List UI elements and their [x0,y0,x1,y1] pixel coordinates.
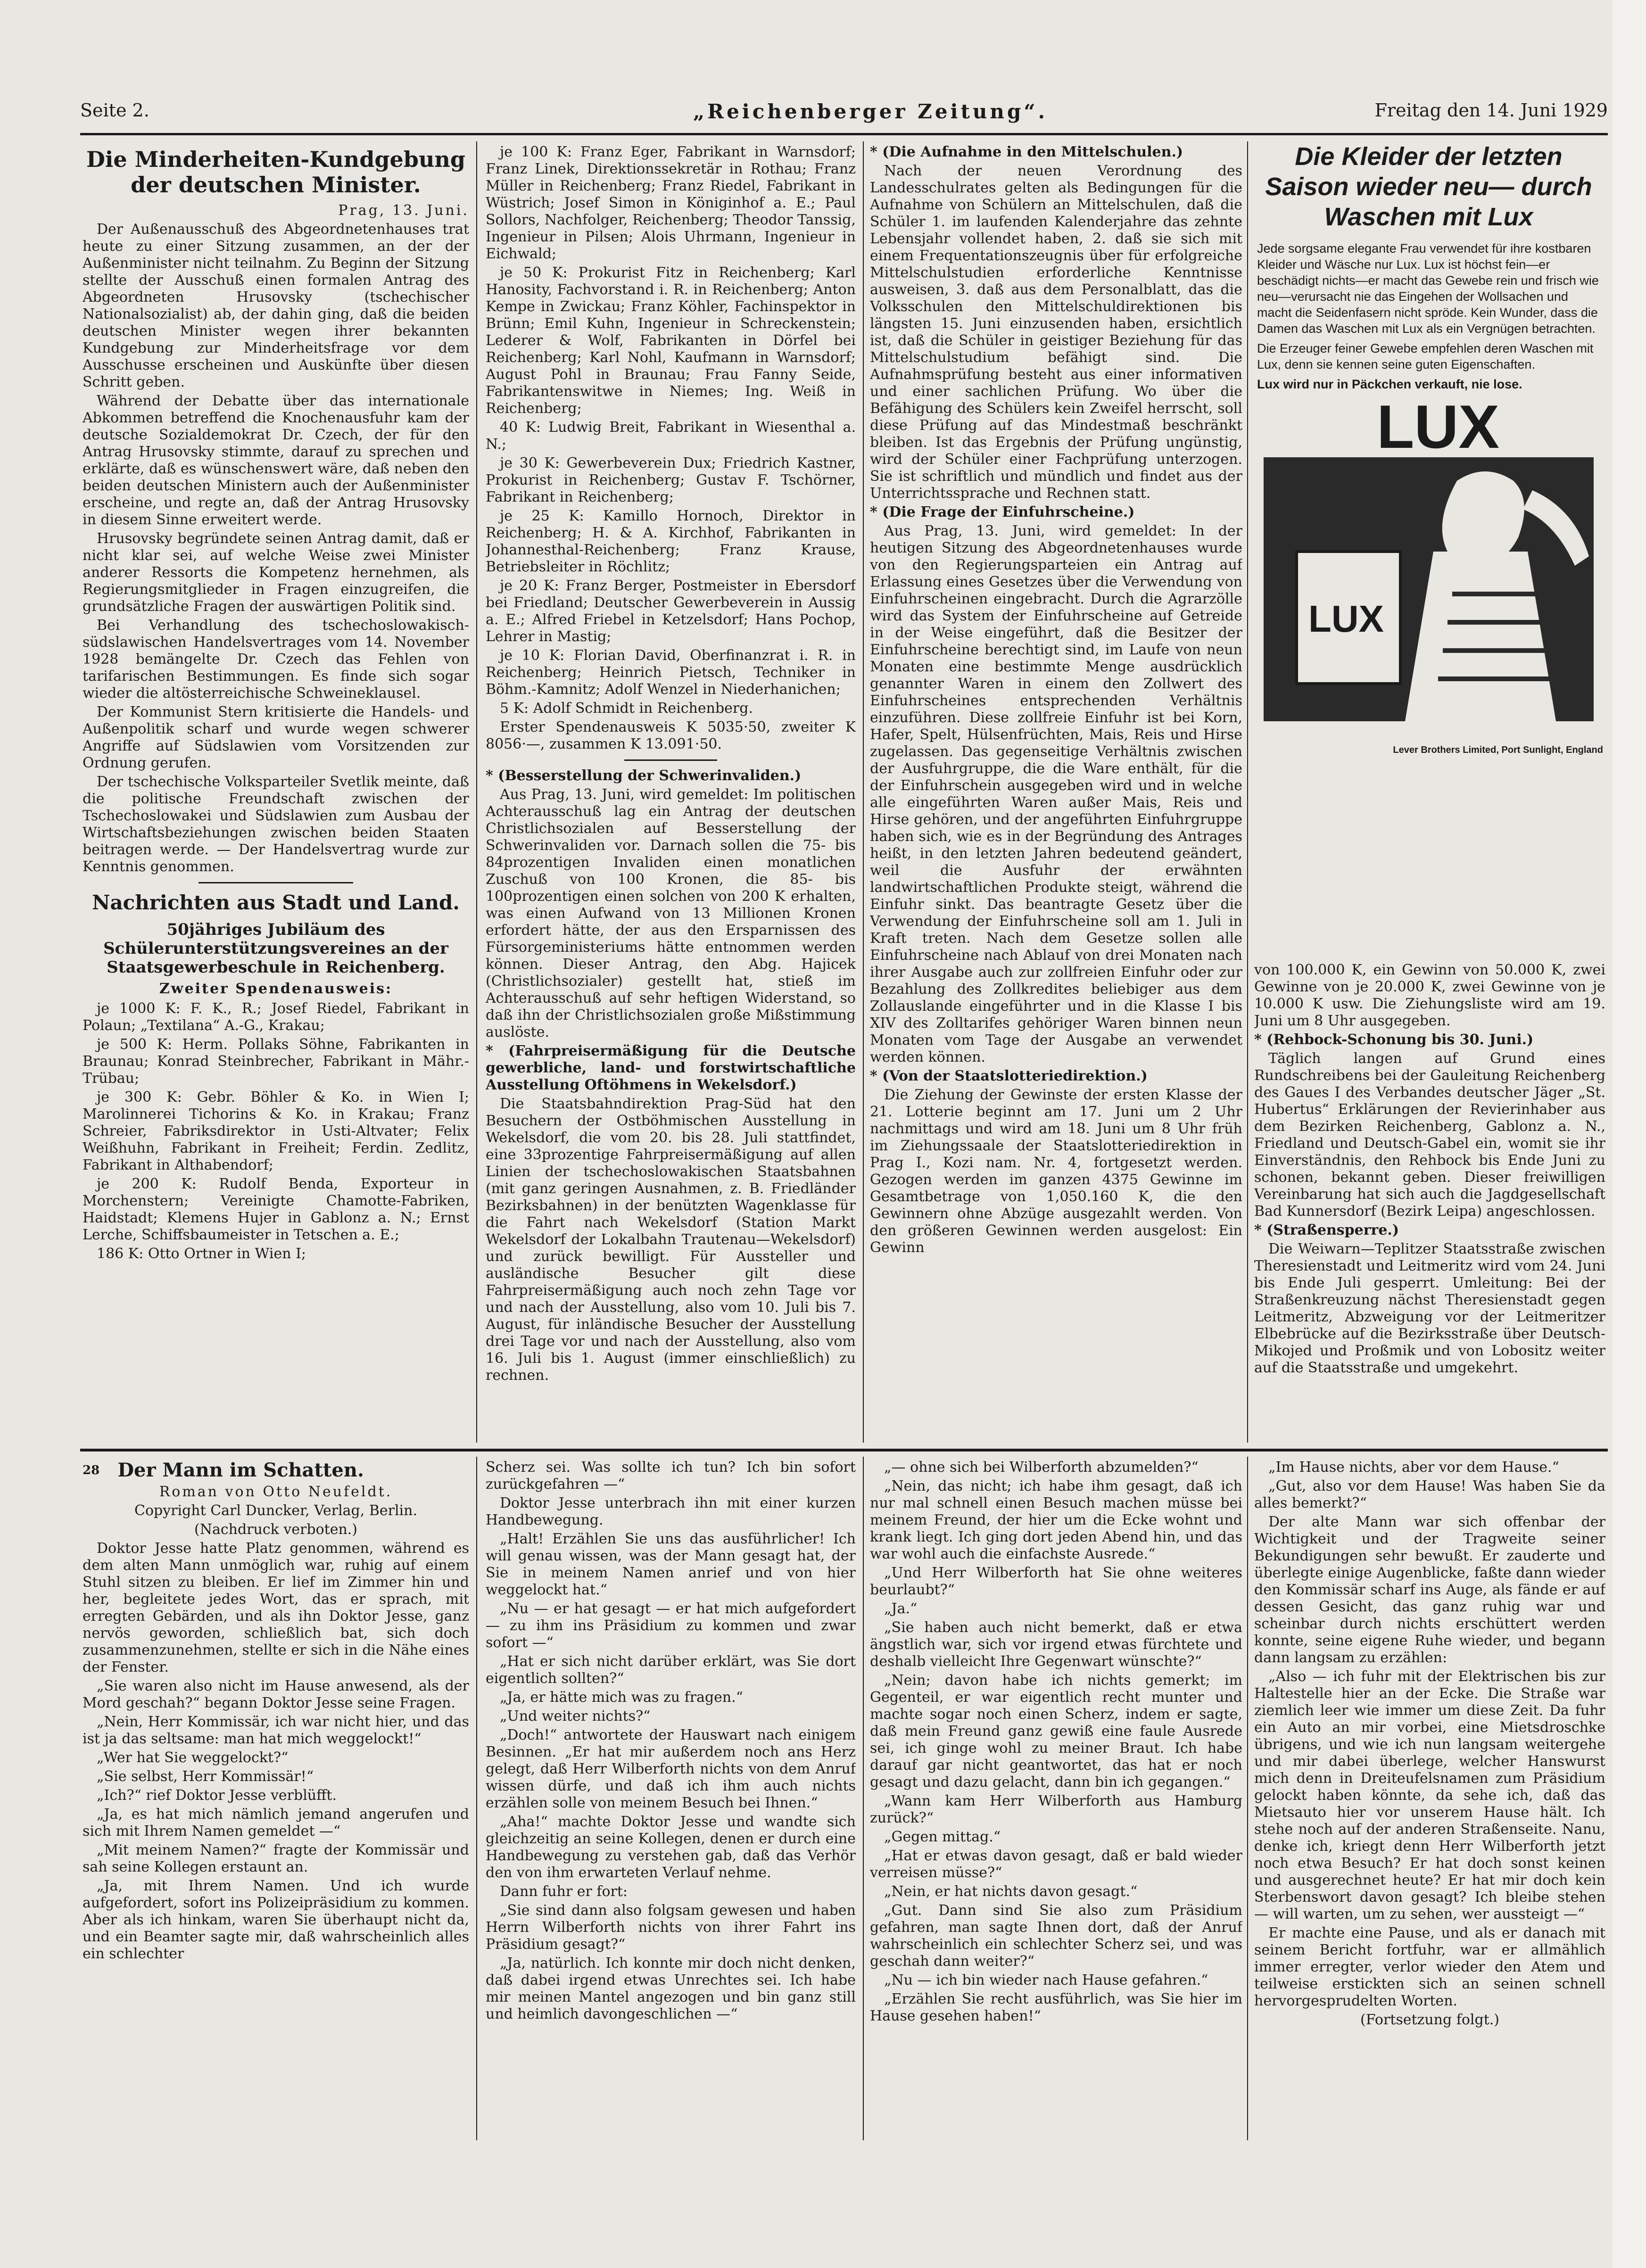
paragraph: „Gut, also vor dem Hause! Was haben Sie da alles bemerkt?“ [1254,1478,1605,1511]
novel-column-3 [870,1459,1242,2143]
donor-entry: je 500 K: Herm. Pollaks Söhne, Fabrikanten in Braunau; Konrad Steinbrecher, Fabrikant in Mähr.-Trübau; [83,1036,469,1087]
section-title: Nachrichten aus Stadt und Land. [92,891,460,914]
section-divider [199,882,353,883]
paragraph: „Nu — er hat gesagt — er hat mich aufgefordert — zu ihm ins Präsidium zu kommen und zwar sofort —“ [486,1600,856,1651]
paragraph: Scherz sei. Was sollte ich tun? Ich bin sofort zurückgefahren —“ [486,1459,856,1493]
paragraph: „Ja, es hat mich nämlich jemand angerufen und sich mit Ihrem Namen gemeldet —“ [83,1806,469,1839]
paragraph: „Hat er etwas davon gesagt, daß er bald wieder verreisen müsse?“ [870,1847,1242,1881]
column-2 [486,144,856,1445]
paragraph: Er machte eine Pause, und als er danach mit seinem Bericht fortfuhr, war er allmählich immer erregter, verlor wieder den Atem und teilweise erstickten sich an seinen schnell hervorgesprudelten Worten. [1254,1925,1605,2009]
article-heading: * (Von der Staatslotteriedirektion.) [870,1068,1148,1084]
paragraph: Der Kommunist Stern kritisierte die Handels- und Außenpolitik scharf und wurde wegen schwerer Angriffe auf Südslawien vom Vorsitzenden zur Ordnung gerufen. [83,704,469,771]
paragraph: „Ja, mit Ihrem Namen. Und ich wurde aufgefordert, sofort ins Polizeipräsidium zu kommen. Aber als ich hinkam, waren Sie überhaupt nicht da, und ein Beamter sagte mir, daß wahrscheinlich alles ein schlechter [83,1878,469,1962]
header-rule [80,133,1608,135]
article-heading: * (Straßensperre.) [1254,1222,1399,1238]
paragraph: Doktor Jesse unterbrach ihn mit einer kurzen Handbewegung. [486,1495,856,1528]
donor-entry: je 100 K: Franz Eger, Fabrikant in Warnsdorf; Franz Linek, Direktionssekretär in Rothau; Franz Müller in Reichenberg; Franz Riedel, Fabrikant in Wüstrich; Josef Simon in Königinhof a. E.; Paul Sollors, Nachfolger, Reichenberg; Theodor Tanssig, Ingenieur in Pilsen; Alois Uhrmann, Ingenieur in Eichwald; [486,144,856,262]
installment-number: 28 [83,1463,100,1477]
ad-paragraph: Jede sorgsame elegante Frau verwendet für ihre kostbaren Kleider und Wäsche nur Lux. Lux ist höchst fein—er beschädigt nichts—er macht das Gewebe rein und frisch wie neu—verursacht nie das Eingehen der Wollsachen und macht die Seidenfasern nicht spröde. Kein Wunder, dass die Damen das Waschen mit Lux als ein Vergnügen betrachten. [1257,241,1599,336]
paragraph: „Nein, das nicht; ich habe ihm gesagt, daß ich nur mal schnell einen Besuch machen müsse bei meinem Freund, der hier um die Ecke wohnt und krank liegt. Ich ging dort jeden Abend hin, und das war wohl auch die einfachste Ausrede.“ [870,1478,1242,1562]
donor-entry: je 50 K: Prokurist Fitz in Reichenberg; Karl Hanosity, Fachvorstand i. R. in Reichenberg; Anton Kempe in Zwickau; Franz Köhler, Fachinspektor in Brünn; Emil Kuhn, Ingenieur in Schreckenstein; Lederer & Wolf, Fabrikanten in Dörfel bei Reichenberg; Karl Nohl, Kaufmann in Warnsdorf; August Pohl in Braunau; Frau Fanny Seide, Fabrikantenswitwe in Niemes; Ing. Weiß in Reichenberg; [486,264,856,417]
subsection-title: 50jähriges Jubiläum des Schülerunterstützungsvereines an der Staatsgewerbeschule in Reichenberg. [103,920,448,977]
ad-headline: Die Kleider der letzten Saison wieder neu— durch Waschen mit Lux [1265,142,1592,231]
column-3 [870,144,1242,1445]
divider [624,759,717,761]
donor-entry: je 300 K: Gebr. Böhler & Ko. in Wien I; Marolinnerei Tichorins & Ko. in Krakau; Franz Schreier, Fabriksdirektor in Usti-Altvater; Felix Weißhuhn, Fabrikant in Freiheit; Ferdin. Zedlitz, Fabrikant in Althabendorf; [83,1089,469,1173]
novel-column-1 [83,1459,469,2143]
paragraph: „Hat er sich nicht darüber erklärt, was Sie dort eigentlich sollten?“ [486,1653,856,1687]
novel-title: Der Mann im Schatten. [117,1459,364,1481]
paragraph: Aus Prag, 13. Juni, wird gemeldet: In der heutigen Sitzung des Abgeordnetenhauses wurde von den Regierungsparteien ein Antrag auf Erlassung eines Gesetzes über die Verwendung von Einfuhrscheinen eingebracht. Durch die Agrarzölle wird das System der Einfuhrscheine auf Getreide in der Weise eingeführt, daß die Besitzer der Einfuhrscheine berechtigt sind, im Laufe von neun Monaten eine bestimmte Menge ausdrücklich genannter Waren in einem den Zollwert des Einfuhrscheines entsprechenden Verhältnis einzuführen. Diese zollfreie Einfuhr ist bei Korn, Hafer, Spelt, Hülsenfrüchten, Mais, Reis und Hirse zugelassen. Das gegenseitige Verhältnis zwischen der Ausfuhrgruppe, die die Ware enthält, für die der Einfuhrschein ausgegeben wird und in welche alle eingeführten Waren außer Mais, Reis und Hirse gehören, und der angeführten Einfuhrgruppe haben sich, wie es in der Begründung des Antrages heißt, in den letzten Jahren bedeutend geändert, weil die Ausfuhr der erwähnten landwirtschaftlichen Produkte steigt, während die Einfuhr sinkt. Das beantragte Gesetz über die Verwendung der Einfuhrscheine soll am 1. Juli in Kraft treten. Nach dem Gesetze sollen alle Einfuhrscheine nach Ablauf von drei Monaten nach ihrer Ausgabe auch zur zollfreien Einfuhr oder zur Bezahlung des Zollkredites beliebiger aus dem Zollauslande eingeführter und in die Klasse I bis XIV des Zolltarifes gehöriger Waren binnen neun Monaten vom Tage der Ausgabe an verwendet werden können. [870,523,1242,1065]
paragraph: „Und Herr Wilberforth hat Sie ohne weiteres beurlaubt?“ [870,1565,1242,1598]
paragraph: „Nein; davon habe ich nichts gemerkt; im Gegenteil, er war eigentlich recht munter und machte sogar noch einen Scherz, indem er sagte, daß mein Freund ganz gewiß eine faule Ausrede sei, ich ginge wohl zu meiner Braut. Ich habe darauf gar nicht geantwortet, das hat er noch gesagt und dazu gelacht, dann bin ich gegangen.“ [870,1672,1242,1790]
lux-box-label: LUX [1308,598,1384,640]
paragraph: Täglich langen auf Grund eines Rundschreibens bei der Gauleitung Reichenberg des Gaues I des Verbandes deutscher Jäger „St. Hubertus“ Erklärungen der Revierinhaber aus dem Bezirken Reichenberg, Gablonz a. N., Friedland und Deutsch-Gabel ein, womit sie ihr Einverständnis, den Rehbock bis Ende Juni zu schonen, bekannt geben. Dieser freiwilligen Vereinbarung hat sich auch die Jagdgesellschaft Bad Kunnersdorf (Bezirk Leipa) angeschlossen. [1254,1050,1605,1220]
article-heading: * (Fahrpreisermäßigung für die Deutsche gewerbliche, land- und forstwirtschaftliche Ausstellung Oftöhmens in Wekelsdorf.) [486,1043,856,1093]
reprint-notice: (Nachdruck verboten.) [194,1521,358,1538]
paragraph: von 100.000 K, ein Gewinn von 50.000 K, zwei Gewinne von je 20.000 K, zwei Gewinne von je 10.000 K usw. Die Ziehungsliste wird am 19. Juni um 8 Uhr ausgegeben. [1254,962,1605,1029]
paragraph: Hrusovsky begründete seinen Antrag damit, daß er nicht klar sei, auf welche Weise zwei Minister anderer Ressorts die Kompetenz hernehmen, als Regierungsmitglieder in Fragen einzugreifen, die grundsätzliche Fragen der auswärtigen Politik sind. [83,530,469,615]
paragraph: Die Weiwarn—Teplitzer Staatsstraße zwischen Theresienstadt und Leitmeritz wird vom 24. Juni bis Ende Juli gesperrt. Umleitung: Bei der Straßenkreuzung nächst Theresienstadt gegen Leitmeritz, Abzweigung vor der Leitmeritzer Elbebrücke auf die Bezirksstraße über Deutsch-Mikojed und Proßmik und von Lobositz weiter auf die Staatsstraße und umgekehrt. [1254,1241,1605,1376]
paragraph: Die Ziehung der Gewinste der ersten Klasse der 21. Lotterie beginnt am 17. Juni um 2 Uhr nachmittags und wird am 18. Juni um 8 Uhr früh im Ziehungssaale der Staatslotteriedirektion in Prag I., Kozi nam. Nr. 4, fortgesetzt werden. Gezogen werden im ganzen 4375 Gewinne im Gesamtbetrage von 1,050.160 K, die den Gewinnern ohne Abzüge ausgezahlt werden. Von den größeren Gewinnen werden ausgelost: Ein Gewinn [870,1087,1242,1256]
paragraph: Dann fuhr er fort: [500,1883,628,1900]
paragraph: „— ohne sich bei Wilberforth abzumelden?“ [884,1459,1199,1476]
article-title: Die Minderheiten-Kundgebung der deutschen Minister. [86,147,466,198]
paragraph: „Also — ich fuhr mit der Elektrischen bis zur Haltestelle hier an der Ecke. Die Straße war ziemlich leer wie immer um diese Zeit. Da fuhr ein Auto an mir vorbei, eine Mietsdroschke übrigens, und wie ich nun langsam weitergehe und mir dabei überlege, welcher Hanswurst mich denn in Dreiteufelsnamen zum Präsidium gelockt haben könnte, da sehe ich, daß das Mietsauto hier vor unserem Hause hält. Ich stehe noch auf der anderen Straßenseite. Nanu, denke ich, kriegt denn Herr Wilberforth jetzt noch etwa Besuch? Er hat doch sonst keinen und ausgerechnet heute? Er hat mir doch kein Sterbenswort davon gesagt? Ich bleibe stehen — will warten, um zu sehen, wer aussteigt —“ [1254,1668,1605,1922]
novel-column-2 [486,1459,856,2143]
donor-entry: je 1000 K: F. K., R.; Josef Riedel, Fabrikant in Polaun; „Textilana“ A.-G., Krakau; [83,1000,469,1034]
donor-total: Erster Spendenausweis K 5035·50, zweiter K 8056·—, zusammen K 13.091·50. [486,719,856,752]
paragraph: „Gut. Dann sind Sie also zum Präsidium gefahren, man sagte Ihnen dort, daß der Anruf wahrscheinlich ein schlechter Scherz sei, und was geschah dann weiter?“ [870,1902,1242,1970]
donor-entry: je 200 K: Rudolf Benda, Exporteur in Morchenstern; Vereinigte Chamotte-Fabriken, Haidstadt; Klemens Hujer in Gablonz a. N.; Ernst Lerche, Schiffsbaumeister in Tetschen a. E.; [83,1176,469,1243]
ad-paragraph: Die Erzeuger feiner Gewebe empfehlen deren Waschen mit Lux, denn sie kennen seine guten Eigenschaften. [1257,341,1594,371]
column-rule [863,141,864,1443]
donor-entry: je 10 K: Florian David, Oberfinanzrat i. R. in Reichenberg; Heinrich Pietsch, Techniker in Böhm.-Kamnitz; Adolf Wenzel in Niederhanichen; [486,647,856,698]
paragraph: „Wer hat Sie weggelockt?“ [97,1749,289,1766]
paragraph: „Sie waren also nicht im Hause anwesend, als der Mord geschah?“ begann Doktor Jesse seine Fragen. [83,1678,469,1711]
paragraph: „Nu — ich bin wieder nach Hause gefahren.“ [884,1972,1208,1988]
continuation-note: (Fortsetzung folgt.) [1360,2012,1499,2028]
paragraph: „Ja, er hätte mich was zu fragen.“ [500,1689,744,1706]
list-heading: Zweiter Spendenausweis: [159,981,393,997]
ad-body [1257,240,1600,392]
paragraph: „Nein, er hat nichts davon gesagt.“ [884,1883,1138,1900]
paragraph: „Ja.“ [884,1600,918,1617]
column-rule [863,1457,864,2140]
novel-author: Roman von Otto Neufeldt. [159,1484,393,1500]
ad-illustration [1254,396,1603,740]
column-rule [476,141,477,1443]
paper-name: „Reichenberger Zeitung“. [693,100,1048,123]
donor-entry: 5 K: Adolf Schmidt in Reichenberg. [500,700,753,717]
paragraph: „Aha!“ machte Doktor Jesse und wandte sich gleichzeitig an seine Kollegen, denen er durch eine Handbewegung zu verstehen gab, daß das Verhör den von ihm erwarteten Verlauf nehme. [486,1814,856,1881]
paragraph: Der Außenausschuß des Abgeordnetenhauses trat heute zu einer Sitzung zusammen, an der der Außenminister nicht teilnahm. Zu Beginn der Sitzung stellte der Ausschuß einen formalen Antrag des Abgeordneten Hrusovsky (tschechischer Nationalsozialist) ab, der dahin ging, daß die beiden deutschen Minister wegen ihrer bekannten Kundgebung zur Minderheitsfrage vor dem Ausschusse erscheinen und Auskünfte über diesen Schritt geben. [83,221,469,390]
page-edge [1613,0,1646,2268]
lux-logo: LUX [1377,396,1499,461]
donor-entry: 186 K: Otto Ortner in Wien I; [97,1245,306,1262]
paragraph: „Doch!“ antwortete der Hauswart nach einigem Besinnen. „Er hat mir außerdem noch ans Herz gelegt, daß Herr Wilberforth nichts von dem Anruf wissen dürfe, und daß ich ihm auch nichts erzählen solle von meinem Besuch bei Ihnen.“ [486,1727,856,1811]
novel-column-4 [1254,1459,1605,2143]
column-1 [83,144,469,1445]
paragraph: „Nein, Herr Kommissär, ich war nicht hier, und das ist ja das seltsame: man hat mich weggelockt!“ [83,1714,469,1747]
paragraph: Der alte Mann war sich offenbar der Wichtigkeit und der Tragweite seiner Bekundigungen sehr bewußt. Er zauderte und überlegte einige Augenblicke, faßte dann wieder den Kommissär scharf ins Auge, als fände er auf dessen Gesicht, das ganz ruhig war und scheinbar durch nichts erschüttert werden konnte, seine eigene Ruhe wieder, und begann dann langsam zu erzählen: [1254,1514,1605,1666]
ad-footer: Lever Brothers Limited, Port Sunlight, England [1393,745,1603,755]
issue-date: Freitag den 14. Juni 1929 [1374,100,1608,121]
feuilleton-rule [80,1449,1608,1452]
paragraph: „Und weiter nichts?“ [500,1708,651,1724]
ad-note: Lux wird nur in Päckchen verkauft, nie lose. [1257,377,1522,391]
page-header [80,100,1608,133]
paragraph: „Sie sind dann also folgsam gewesen und haben Herrn Wilberforth nichts von ihrer Fahrt ins Präsidium gesagt?“ [486,1902,856,1953]
paragraph: Die Staatsbahndirektion Prag-Süd hat den Besuchern der Ostböhmischen Ausstellung in Wekelsdorf, die vom 20. bis 28. Juli stattfindet, eine 33prozentige Fahrpreisermäßigung auf allen Linien der tschechoslowakischen Staatsbahnen (mit ganz geringen Ausnahmen, z. B. Friedländer Bezirksbahnen) in der benützten Wagenklasse für die Fahrt nach Wekelsdorf (Station Markt Wekelsdorf der Lokalbahn Trautenau—Wekelsdorf) und zurück bewilligt. Für Aussteller und ausländische Besucher gilt diese Fahrpreisermäßigung auch noch zehn Tage vor und nach der Ausstellung, also vom 10. Juli bis 7. August, für inländische Besucher der Ausstellung drei Tage vor und nach der Ausstellung, also vom 16. Juli bis 1. August (immer einschließlich) zu rechnen. [486,1096,856,1384]
page-number: Seite 2. [80,100,149,121]
paragraph: „Im Hause nichts, aber vor dem Hause.“ [1268,1459,1559,1476]
copyright-line: Copyright Carl Duncker, Verlag, Berlin. [134,1502,418,1519]
paragraph: „Wann kam Herr Wilberforth aus Hamburg zurück?“ [870,1793,1242,1826]
paragraph: Aus Prag, 13. Juni, wird gemeldet: Im politischen Achterausschuß lag ein Antrag der deutschen Christlichsozialen auf Besserstellung der Schwerinvaliden vor. Darnach sollen die 75- bis 84prozentigen Invaliden einen monatlichen Zuschuß von 100 Kronen, die 85- bis 100prozentigen einen solchen von 200 K erhalten, was einen Aufwand von 13 Millionen Kronen erfordert hätte, der aus den Ersparnissen des Fürsorgeministeriums hätte entnommen werden können. Dieser Antrag, den Abg. Hajicek (Christlichsozialer) gestellt hat, stieß im Achterausschuß auf sehr heftigen Widerstand, so daß ihn der Christlichsozialen große Mißstimmung auslöste. [486,786,856,1040]
article-heading: * (Die Frage der Einfuhrscheine.) [870,504,1135,520]
column-4 [1254,962,1605,1443]
article-heading: * (Besserstellung der Schwerinvaliden.) [486,767,802,784]
paragraph: Der tschechische Volksparteiler Svetlik meinte, daß die politische Freundschaft zwischen der Tschechoslowakei und Südslawien zum Ausbau der Wirtschaftsbeziehungen zwischen beiden Staaten beitragen werde. — Der Handelsvertrag wurde zur Kenntnis genommen. [83,774,469,875]
paragraph: Nach der neuen Verordnung des Landesschulrates gelten als Bedingungen für die Aufnahme von Schülern an Mittelschulen, daß die Schüler 1. im laufenden Kalenderjahre das zehnte Lebensjahr vollendet haben, 2. daß sie sich mit einem Frequentationszeugnis über für erfolgreiche Mittelschulstudien erforderliche Kenntnisse ausweisen, 3. daß aus dem Personalblatt, das die Volksschulen den Mittelschuldirektionen bis längsten 15. Juni einzusenden haben, ersichtlich ist, daß die Schüler in geistiger Beziehung für das Mittelschulstudium befähigt sind. Die Aufnahmsprüfung besteht aus einer informativen und einer sachlichen Prüfung. Wo über die Befähigung des Schülers kein Zweifel herrscht, soll diese Prüfung auf das Mindestmaß beschränkt bleiben. Ist das Ergebnis der Prüfung ungünstig, wird der Schüler einer Fachprüfung unterzogen. Sie ist schriftlich und mündlich und findet aus der Unterrichtssprache und Rechnen statt. [870,163,1242,502]
column-rule [1247,141,1248,1443]
paragraph: Doktor Jesse hatte Platz genommen, während es dem alten Mann unmöglich war, ruhig auf einem Stuhl sitzen zu bleiben. Er lief im Zimmer hin und her, begleitete jedes Wort, das er sprach, mit erregten Gebärden, und als ihn Doktor Jesse, ganz nervös geworden, schließlich bat, sich doch zusammenzunehmen, stellte er sich in die Nähe eines der Fenster. [83,1540,469,1675]
paragraph: Bei Verhandlung des tschechoslowakisch-südslawischen Handelsvertrages vom 14. November 1928 bemängelte Dr. Czech das Fehlen von tarifarischen Bestimmungen. Es finde sich sogar wieder die altösterreichische Schweineklausel. [83,617,469,701]
paragraph: „Sie haben auch nicht bemerkt, daß er etwa ängstlich war, sich vor irgend etwas fürchtete und deshalb vielleicht Ihre Gegenwart wünschte?“ [870,1619,1242,1670]
article-heading: * (Rehbock-Schonung bis 30. Juni.) [1254,1031,1534,1048]
article-heading: * (Die Aufnahme in den Mittelschulen.) [870,144,1183,160]
paragraph: „Erzählen Sie recht ausführlich, was Sie hier im Hause gesehen haben!“ [870,1991,1242,2024]
paragraph: „Ja, natürlich. Ich konnte mir doch nicht denken, daß dabei irgend etwas Unrechtes sei. Ich habe mir meinen Mantel angezogen und bin ganz still und heimlich davongeschlichen —“ [486,1955,856,2022]
donor-entry: 40 K: Ludwig Breit, Fabrikant in Wiesenthal a. N.; [486,419,856,453]
dateline: Prag, 13. Juni. [338,202,469,219]
donor-entry: je 25 K: Kamillo Hornoch, Direktor in Reichenberg; H. & A. Kirchhof, Fabrikanten in Johannesthal-Reichenberg; Franz Krause, Betriebsleiter in Röchlitz; [486,508,856,575]
paragraph: Während der Debatte über das internationale Abkommen betreffend die Knochenausfuhr kam der deutsche Sozialdemokrat Dr. Czech, der für den Antrag Hrusovsky stimmte, darauf zu sprechen und erklärte, daß es wünschenswert wäre, daß neben den beiden deutschen Ministern auch der Außenminister erscheine, und regte an, daß der Antrag Hrusovsky in diesem Sinne erweitert werde. [83,393,469,528]
paragraph: „Gegen mittag.“ [884,1829,1001,1845]
paragraph: „Sie selbst, Herr Kommissär!“ [97,1768,314,1785]
paragraph: „Ich?“ rief Doktor Jesse verblüfft. [97,1787,337,1804]
lux-advertisement [1254,141,1603,957]
column-rule [1247,1457,1248,2140]
paragraph: „Halt! Erzählen Sie uns das ausführlicher! Ich will genau wissen, was der Mann gesagt hat, der Sie in meinem Namen anrief und von hier weggelockt hat.“ [486,1531,856,1598]
column-rule [476,1457,477,2140]
paragraph: „Mit meinem Namen?“ fragte der Kommissär und sah seine Kollegen erstaunt an. [83,1842,469,1875]
donor-entry: je 20 K: Franz Berger, Postmeister in Ebersdorf bei Friedland; Deutscher Gewerbeverein in Aussig a. E.; Alfred Friebel in Ketzelsdorf; Hans Pochop, Lehrer in Mastig; [486,577,856,645]
donor-entry: je 30 K: Gewerbeverein Dux; Friedrich Kastner, Prokurist in Reichenberg; Gustav F. Tschörner, Fabrikant in Reichenberg; [486,455,856,505]
